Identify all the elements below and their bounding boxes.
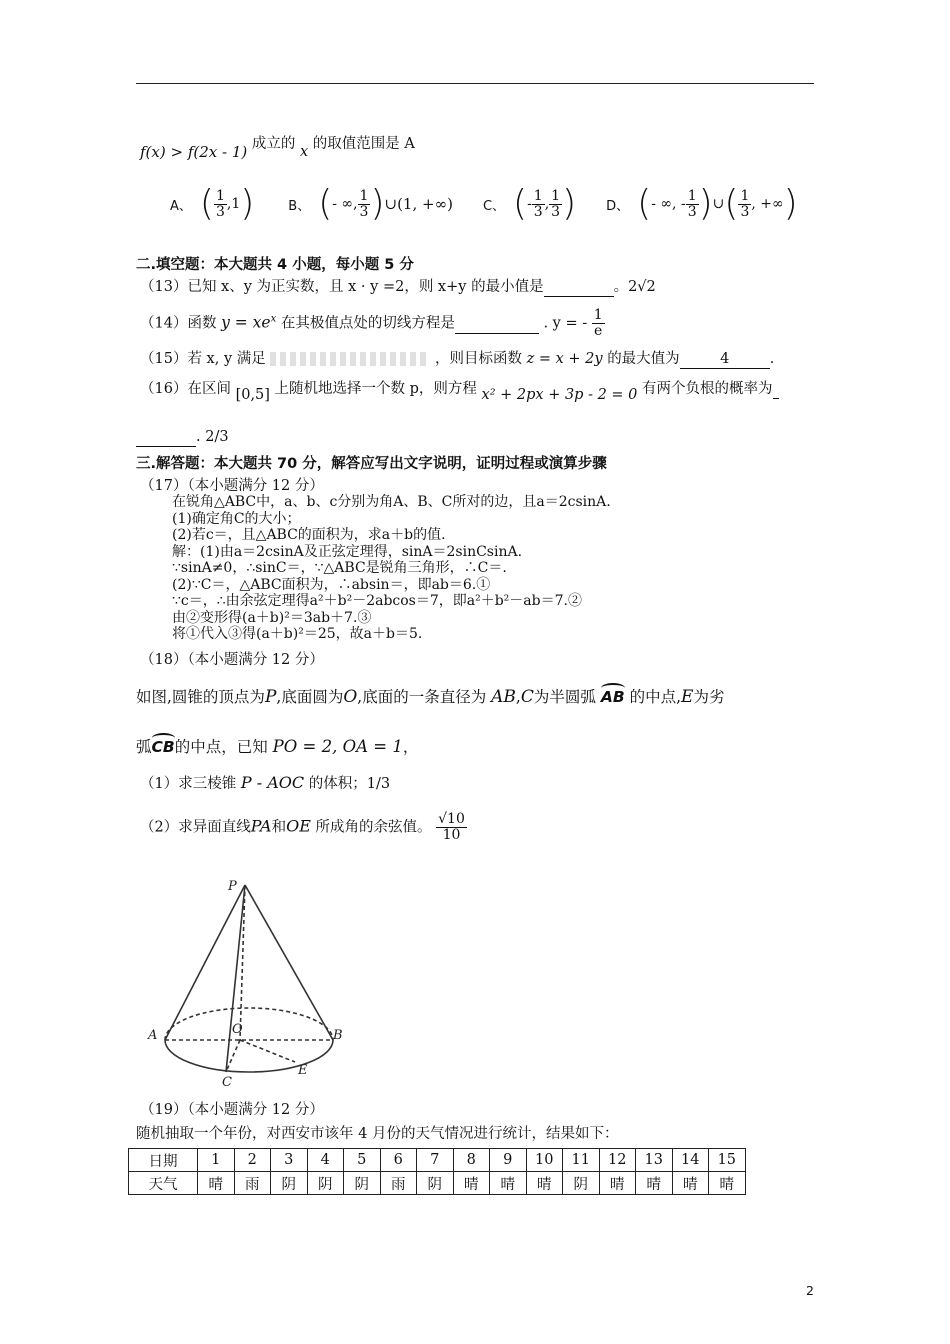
q12-line: [140, 136, 415, 161]
date-cell: 5: [344, 1149, 381, 1172]
q15-constraints-image: [270, 352, 430, 366]
q12-tail: 的取值范围是 A: [312, 136, 415, 152]
q12-text: 成立的: [251, 136, 296, 152]
q17-body: [172, 494, 611, 643]
date-cell: 13: [636, 1149, 673, 1172]
table-header-weather: 天气: [129, 1172, 198, 1195]
date-cell: 8: [453, 1149, 490, 1172]
option-b-pre: - ∞,: [332, 196, 358, 212]
numerator: 1: [687, 187, 697, 204]
right-paren-icon: ): [240, 183, 255, 224]
weather-cell: 阴: [563, 1172, 600, 1195]
q16-answer: . 2/3: [196, 429, 229, 445]
q13-text: （13）已知 x、y 为正实数，且 x · y =2，则 x+y 的最小值是: [140, 279, 544, 295]
option-a-label: A、: [170, 198, 192, 214]
q15-formula: z = x + 2y: [526, 351, 603, 367]
date-cell: 2: [234, 1149, 271, 1172]
numerator: 1: [359, 187, 369, 204]
q18-sub1-post: 的体积；1/3: [308, 776, 391, 792]
q17-line: (2)∵C＝，△ABC面积为，∴absin＝，即ab＝6.①: [172, 576, 491, 593]
q17-line: 将①代入③得(a＋b)²＝25，故a＋b＝5.: [172, 626, 423, 642]
date-cell: 6: [380, 1149, 417, 1172]
label-p: P: [228, 879, 237, 894]
weather-cell: 晴: [672, 1172, 709, 1195]
date-cell: 12: [599, 1149, 636, 1172]
q17-head: （17）（本小题满分 12 分）: [140, 478, 324, 494]
q14-blank: [455, 315, 539, 334]
q18-text: ，: [402, 738, 419, 756]
q15-post: 的最大值为: [607, 351, 680, 367]
q17-line: 解：(1)由a＝2csinA及正弦定理得，sinA＝2sinCsinA.: [172, 543, 523, 560]
q13-blank: [544, 278, 614, 297]
q18-text: ,底面的一条直径为: [357, 688, 487, 706]
q16-interval: [0,5]: [235, 387, 270, 403]
q16: [140, 380, 779, 403]
cone-figure: [140, 850, 370, 1090]
q18-text: ,: [515, 688, 521, 706]
q18-var-e: E: [681, 687, 694, 707]
q16-blank: [136, 428, 196, 447]
q17-line: ∵sinA≠0，∴sinC＝，∵△ABC是锐角三角形，∴C＝.: [172, 560, 507, 576]
left-paren-icon: (: [637, 183, 652, 224]
q18-text: 为半圆弧: [533, 688, 596, 706]
q18-sub2-pa: PA: [250, 816, 272, 836]
q18-sub2-oe: OE: [286, 816, 311, 836]
option-c[interactable]: [482, 183, 577, 224]
numerator: 1: [593, 307, 603, 323]
denominator: 3: [740, 203, 750, 220]
weather-cell: 雨: [380, 1172, 417, 1195]
q16-blank-start: [773, 380, 779, 399]
weather-cell: 晴: [709, 1172, 746, 1195]
q18-given: PO = 2, OA = 1: [272, 737, 403, 756]
table-header-date: 日期: [129, 1149, 198, 1172]
q17-line: 在锐角△ABC中，a、b、c分别为角A、B、C所对的边，且a＝2csinA.: [172, 494, 611, 510]
denominator: 10: [442, 827, 461, 843]
label-a: A: [148, 1028, 158, 1043]
q15-mid: ，则目标函数: [434, 351, 522, 367]
numerator: 1: [551, 187, 561, 204]
fraction: [358, 189, 371, 220]
option-c-label: C、: [482, 198, 506, 214]
section-2-title: 二.填空题：本大题共 4 小题，每小题 5 分: [136, 257, 414, 273]
q14-pre: （14）函数: [140, 315, 217, 332]
section-3-title: 三.解答题：本大题共 70 分，解答应写出文字说明，证明过程或演算步骤: [136, 456, 607, 472]
cone-base-back: [165, 1008, 333, 1040]
q18-text: ,底面圆为: [276, 688, 344, 706]
date-cell: 10: [526, 1149, 563, 1172]
option-d[interactable]: [606, 183, 798, 224]
denominator: e: [594, 323, 603, 339]
numerator: 1: [533, 187, 543, 204]
date-cell: 9: [490, 1149, 527, 1172]
denominator: 3: [551, 203, 561, 220]
q16-cont: [136, 428, 229, 447]
q18-sub1: [140, 774, 390, 793]
q18-arc-cb: CB: [151, 738, 175, 756]
left-paren-icon: (: [513, 183, 528, 224]
cone-edge-pb: [245, 885, 333, 1040]
q15-answer: 4: [680, 350, 770, 369]
q18-line1: [136, 685, 724, 707]
weather-cell: 晴: [526, 1172, 563, 1195]
date-cell: 14: [672, 1149, 709, 1172]
denominator: 3: [687, 203, 697, 220]
q18-sub2-and: 和: [271, 819, 287, 836]
left-paren-icon: (: [199, 183, 214, 224]
numerator: √10: [438, 811, 465, 827]
label-c: C: [222, 1075, 232, 1090]
q16-mid: 上随机地选择一个数 p，则方程: [274, 381, 477, 397]
q18-sub2-pre: （2）求异面直线: [140, 819, 251, 836]
q17-line: ∵c＝，∴由余弦定理得a²＋b²－2abcos＝7，即a²＋b²－ab＝7.②: [172, 593, 582, 609]
q14-formula: y = xe: [221, 313, 271, 332]
cone-edge-pa: [165, 885, 245, 1040]
q18-arc-ab: AB: [600, 688, 625, 706]
q15-period: .: [769, 351, 775, 367]
denominator: 3: [215, 203, 225, 220]
right-paren-icon: ): [370, 183, 385, 224]
fraction: [549, 189, 562, 220]
option-b-label: B、: [288, 198, 311, 214]
q14-answer-fraction: [592, 308, 605, 339]
q15: [140, 350, 774, 369]
q15-pre: （15）若 x, y 满足: [140, 351, 266, 367]
fraction: [738, 189, 751, 220]
fraction: [532, 189, 545, 220]
weather-cell: 晴: [599, 1172, 636, 1195]
q18-text: 弧: [136, 738, 152, 756]
table-row: [129, 1172, 746, 1195]
option-d-union: ∪: [712, 196, 725, 212]
q17-line: 由②变形得(a＋b)²＝3ab＋7.③: [172, 609, 372, 626]
q17-line: (1)确定角C的大小；: [172, 510, 301, 527]
option-c-mid: ,: [544, 196, 550, 212]
option-d-post: , +∞: [751, 196, 784, 212]
q18-sub1-formula: P - AOC: [240, 773, 305, 792]
date-cell: 3: [271, 1149, 308, 1172]
q18-var-c: C: [520, 687, 534, 707]
numerator: 1: [740, 187, 750, 204]
q12-inequality: f(x) > f(2x - 1): [140, 143, 248, 161]
option-a-rest: ,1: [226, 196, 241, 212]
q14-answer-pre: . y = -: [543, 315, 588, 332]
date-cell: 11: [563, 1149, 600, 1172]
q19-head: （19）（本小题满分 12 分）: [140, 1102, 324, 1118]
right-paren-icon: ): [562, 183, 577, 224]
q17-line: (2)若c＝，且△ABC的面积为，求a＋b的值.: [172, 527, 446, 543]
q18-text: 的中点,: [629, 688, 682, 706]
header-rule: [136, 83, 814, 84]
weather-cell: 阴: [344, 1172, 381, 1195]
weather-cell: 雨: [234, 1172, 271, 1195]
right-paren-icon: ): [698, 183, 713, 224]
cone-base-front: [165, 1040, 333, 1072]
option-b[interactable]: [288, 183, 453, 224]
weather-cell: 阴: [417, 1172, 454, 1195]
left-paren-icon: (: [724, 183, 739, 224]
option-d-pre: - ∞, -: [651, 196, 686, 212]
option-d-label: D、: [606, 198, 630, 214]
weather-cell: 阴: [271, 1172, 308, 1195]
q14: [140, 308, 605, 339]
fraction: [686, 189, 699, 220]
q18-sub2-post: 所成角的余弦值。: [315, 819, 432, 836]
weather-table: [128, 1148, 746, 1195]
weather-cell: 晴: [198, 1172, 235, 1195]
q18-head: （18）（本小题满分 12 分）: [140, 652, 324, 668]
left-paren-icon: (: [318, 183, 333, 224]
q18-line2: [136, 735, 418, 757]
q18-sub2: [140, 812, 467, 843]
q18-var-p: P: [264, 687, 277, 707]
right-paren-icon: ): [783, 183, 798, 224]
q18-text: 为劣: [693, 688, 725, 706]
cone-radius-oe: [240, 1040, 295, 1062]
q18-sub1-pre: （1）求三棱锥: [140, 776, 237, 792]
q16-post: 有两个负根的概率为: [642, 381, 773, 397]
q14-post: 在其极值点处的切线方程是: [280, 315, 455, 332]
numerator: 1: [215, 187, 225, 204]
date-cell: 7: [417, 1149, 454, 1172]
table-row: [129, 1149, 746, 1172]
weather-cell: 晴: [636, 1172, 673, 1195]
q18-var-ab: AB: [491, 687, 516, 707]
q18-answer-fraction: [436, 812, 467, 843]
q12-var: x: [299, 144, 309, 160]
label-b: B: [333, 1028, 343, 1043]
q13-answer: 。2√2: [613, 279, 656, 295]
label-o: O: [232, 1022, 243, 1037]
q18-var-o: O: [343, 687, 358, 707]
weather-cell: 阴: [307, 1172, 344, 1195]
q14-exponent: x: [270, 313, 277, 325]
q18-text: 的中点，已知: [174, 738, 268, 756]
weather-cell: 晴: [453, 1172, 490, 1195]
date-cell: 4: [307, 1149, 344, 1172]
option-b-union: ∪(1, +∞): [384, 195, 453, 213]
q18-text: 如图,圆锥的顶点为: [136, 688, 265, 706]
fraction: [214, 189, 227, 220]
date-cell: 15: [709, 1149, 746, 1172]
q16-equation: x² + 2px + 3p - 2 = 0: [481, 387, 638, 403]
denominator: 3: [359, 203, 369, 220]
option-c-pre: -: [527, 196, 532, 212]
date-cell: 1: [198, 1149, 235, 1172]
option-a[interactable]: [170, 183, 255, 224]
weather-cell: 晴: [490, 1172, 527, 1195]
q13: [140, 278, 656, 297]
q16-pre: （16）在区间: [140, 381, 231, 397]
label-e: E: [298, 1063, 308, 1078]
page-number: 2: [806, 1283, 814, 1298]
denominator: 3: [533, 203, 543, 220]
q12-options: [170, 183, 798, 224]
q19-intro: 随机抽取一个年份，对西安市该年 4 月份的天气情况进行统计，结果如下：: [136, 1126, 619, 1142]
